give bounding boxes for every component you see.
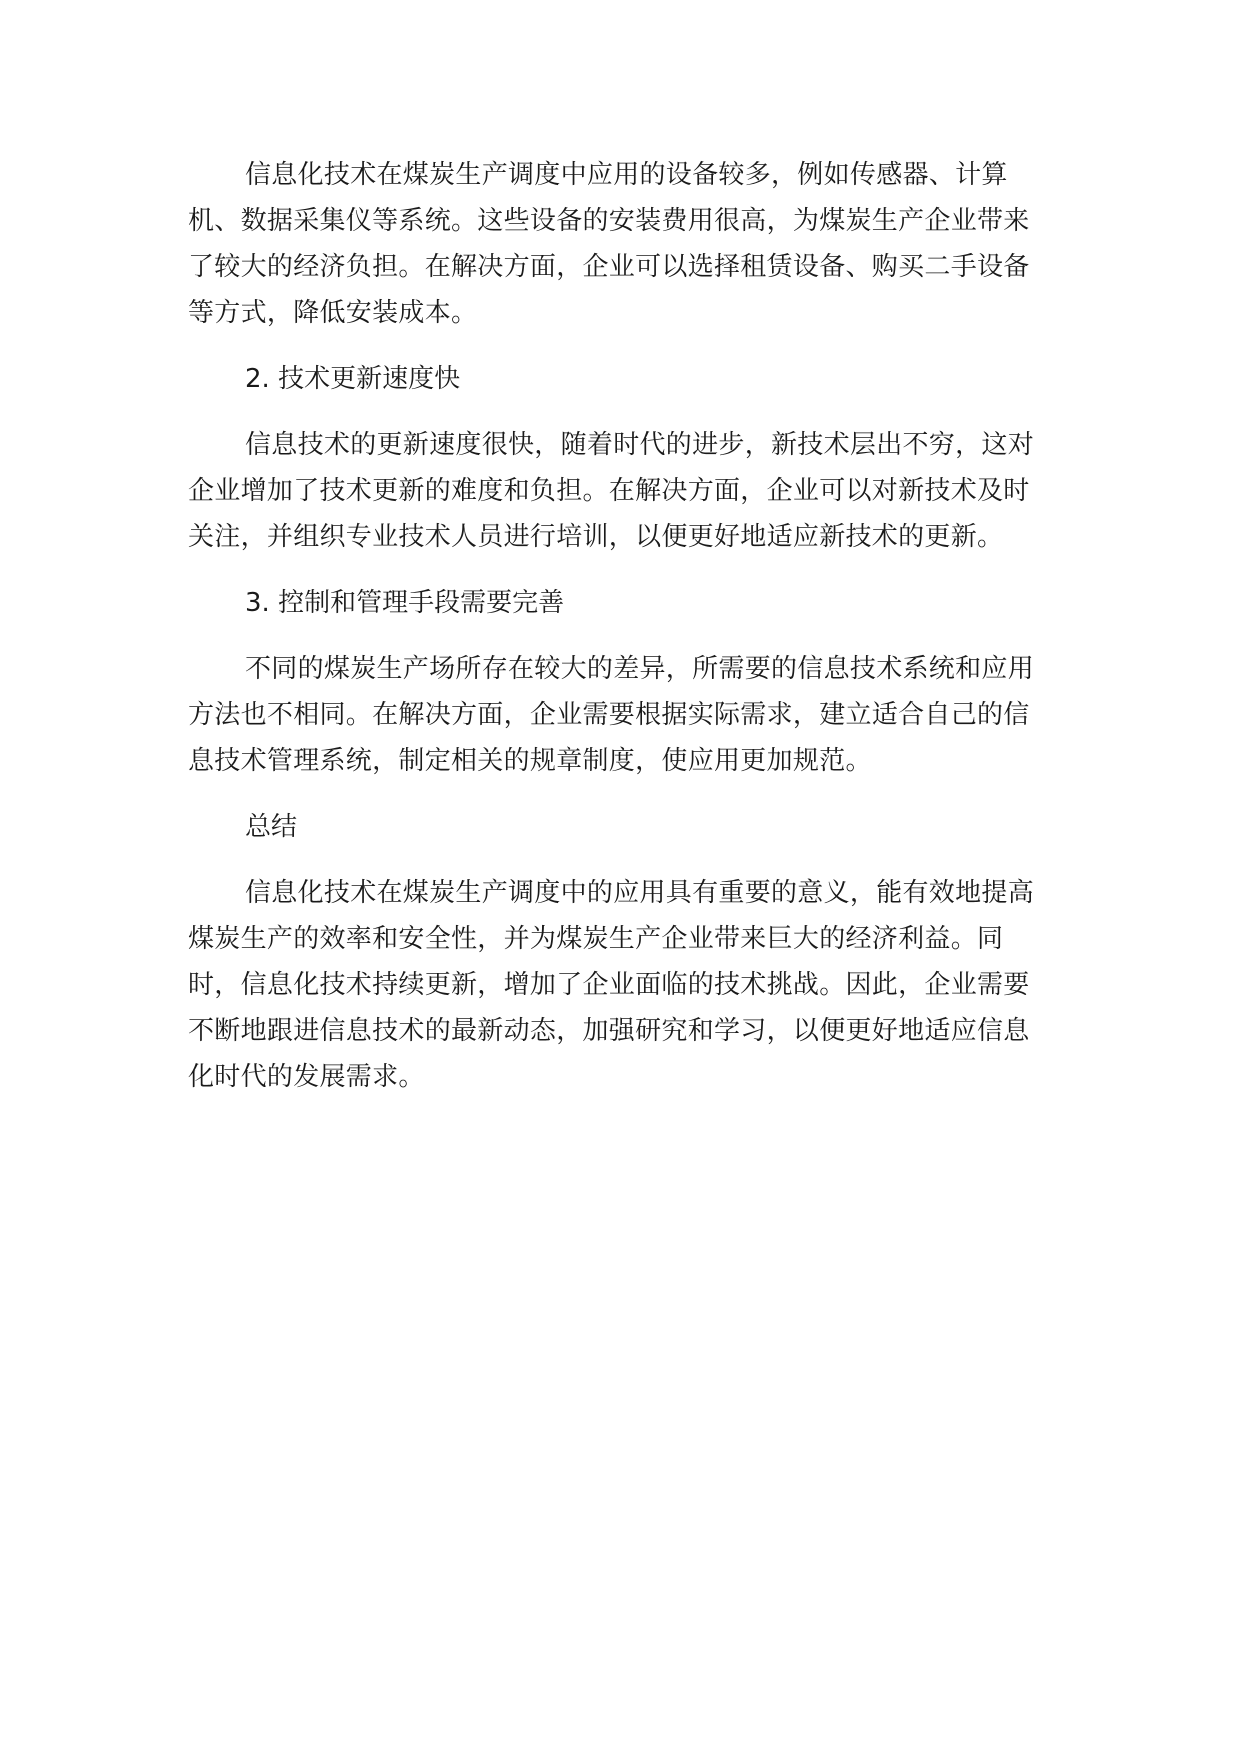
heading-summary: 总结: [245, 812, 298, 842]
document-body: [188, 152, 1048, 1120]
heading-tech-update: 2. 技术更新速度快: [245, 364, 461, 394]
paragraph-tech-update: 信息技术的更新速度很快，随着时代的进步，新技术层出不穷，这对企业增加了技术更新的难度和负担。在解决方面，企业可以对新技术及时关注，并组织专业技术人员进行培训，以便更好地适应新技术的更新。: [188, 430, 1035, 552]
paragraph-summary: 信息化技术在煤炭生产调度中的应用具有重要的意义，能有效地提高煤炭生产的效率和安全性，并为煤炭生产企业带来巨大的经济利益。同时，信息化技术持续更新，增加了企业面临的技术挑战。因此，企业需要不断地跟进信息技术的最新动态，加强研究和学习，以便更好地适应信息化时代的发展需求。: [188, 878, 1035, 1092]
heading-control-management: 3. 控制和管理手段需要完善: [245, 588, 565, 618]
paragraph-equipment-cost: 信息化技术在煤炭生产调度中应用的设备较多，例如传感器、计算机、数据采集仪等系统。这些设备的安装费用很高，为煤炭生产企业带来了较大的经济负担。在解决方面，企业可以选择租赁设备、购买二手设备等方式，降低安装成本。: [188, 160, 1030, 328]
paragraph-control-management: 不同的煤炭生产场所存在较大的差异，所需要的信息技术系统和应用方法也不相同。在解决方面，企业需要根据实际需求，建立适合自己的信息技术管理系统，制定相关的规章制度，使应用更加规范。: [188, 654, 1035, 776]
